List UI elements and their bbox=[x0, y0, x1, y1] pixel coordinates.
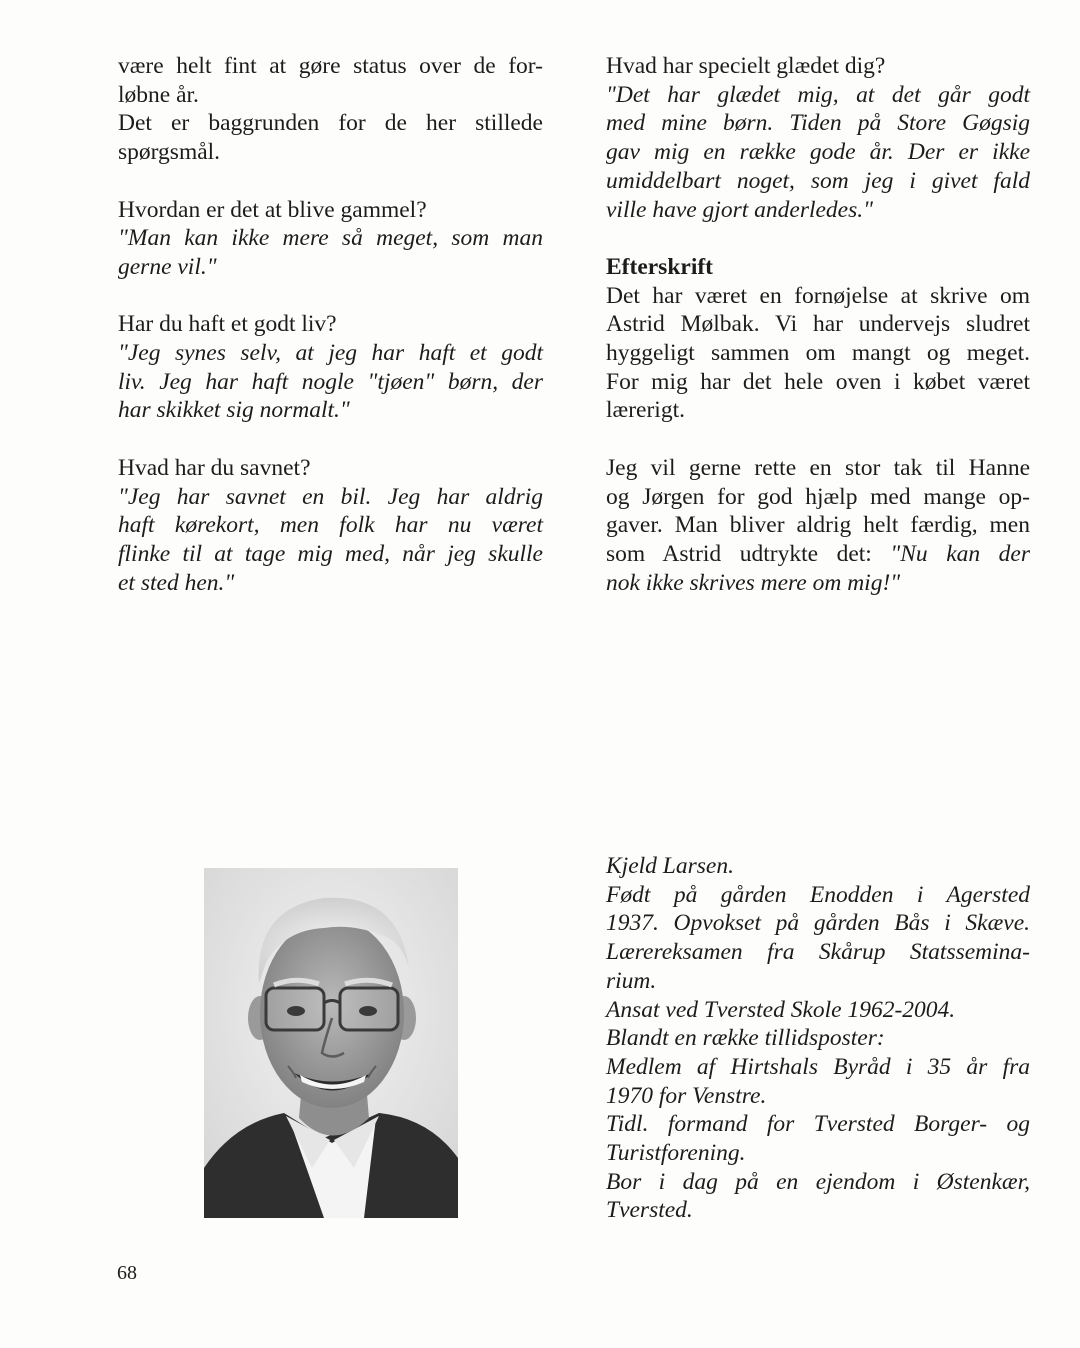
text-line: For mig har det hele oven i købet været bbox=[606, 368, 1030, 395]
text-line: Astrid Mølbak. Vi har undervejs sludret bbox=[606, 311, 1030, 338]
answer-line: har skikket sig normalt." bbox=[118, 397, 350, 424]
bio-line: 1970 for Venstre. bbox=[606, 1082, 767, 1109]
intro-paragraph bbox=[118, 52, 543, 167]
text-line: Jeg vil gerne rette en stor tak til Hanne bbox=[606, 454, 1030, 481]
text-line: løbne år. bbox=[118, 81, 199, 108]
text-line: hyggeligt sammen om mangt og meget. bbox=[606, 340, 1030, 367]
answer-line: "Det har glædet mig, at det går godt bbox=[606, 81, 1030, 108]
answer-line: "Man kan ikke mere så meget, som man bbox=[118, 225, 543, 252]
answer-line: et sted hen." bbox=[118, 569, 235, 596]
section-heading: Efterskrift bbox=[606, 253, 714, 280]
bio-line: Turistforening. bbox=[606, 1140, 746, 1167]
text-line: spørgsmål. bbox=[118, 139, 221, 166]
text-line: lærerigt. bbox=[606, 397, 685, 424]
question: Hvad har specielt glædet dig? bbox=[606, 53, 886, 79]
afterword-section bbox=[606, 253, 1030, 425]
answer-line: gav mig en række gode år. Der er ikke bbox=[606, 139, 1030, 166]
quote-intro: som Astrid udtrykte det: bbox=[606, 540, 891, 567]
answer-line: ville have gjort anderledes." bbox=[606, 196, 873, 223]
qa-block bbox=[118, 196, 543, 282]
qa-block bbox=[118, 310, 543, 425]
text-line: Det har været en fornøjelse at skrive om bbox=[606, 282, 1030, 309]
text-line: og Jørgen for god hjælp med mange op- bbox=[606, 483, 1030, 510]
page-number: 68 bbox=[117, 1262, 137, 1284]
text-line: gaver. Man bliver aldrig helt færdig, men bbox=[606, 512, 1030, 539]
text-line: Det er baggrunden for de her stillede bbox=[118, 110, 543, 137]
answer-line: med mine børn. Tiden på Store Gøgsig bbox=[606, 110, 1030, 137]
left-column bbox=[118, 52, 543, 597]
answer-line: haft kørekort, men folk har nu været bbox=[118, 512, 543, 539]
answer-line: flinke til at tage mig med, når jeg skulle bbox=[118, 540, 543, 567]
question: Hvordan er det at blive gammel? bbox=[118, 196, 427, 223]
author-bio bbox=[606, 852, 1030, 1225]
answer-line: gerne vil." bbox=[118, 253, 217, 280]
bio-line: Medlem af Hirtshals Byråd i 35 år fra bbox=[606, 1053, 1030, 1080]
bio-line: rium. bbox=[606, 967, 657, 994]
bio-line: Bor i dag på en ejendom i Østenkær, bbox=[606, 1168, 1030, 1195]
portrait-illustration bbox=[204, 868, 458, 1218]
right-column bbox=[606, 52, 1030, 597]
bio-line: Født på gården Enodden i Agersted bbox=[606, 881, 1030, 908]
bio-line: Tversted. bbox=[606, 1197, 693, 1224]
portrait-photo bbox=[204, 868, 458, 1218]
answer-line: "Jeg synes selv, at jeg har haft et godt bbox=[118, 340, 543, 366]
quote-end: nok ikke skrives mere om mig!" bbox=[606, 569, 901, 596]
thanks-paragraph bbox=[606, 454, 1030, 598]
bio-line: Kjeld Larsen. bbox=[606, 853, 734, 879]
bio-line: Ansat ved Tversted Skole 1962-2004. bbox=[606, 996, 956, 1023]
qa-block bbox=[606, 52, 1030, 224]
answer-line: "Jeg har savnet en bil. Jeg har aldrig bbox=[118, 483, 543, 510]
quote-start: "Nu kan der bbox=[890, 540, 1030, 567]
answer-line: liv. Jeg har haft nogle "tjøen" børn, der bbox=[118, 368, 543, 395]
qa-block bbox=[118, 454, 543, 598]
answer-line: umiddelbart noget, som jeg i givet fald bbox=[606, 167, 1030, 194]
text-line-mixed bbox=[606, 540, 1030, 569]
question: Har du haft et godt liv? bbox=[118, 311, 337, 338]
bio-line: Tidl. formand for Tversted Borger- og bbox=[606, 1111, 1030, 1138]
question: Hvad har du savnet? bbox=[118, 454, 311, 481]
bio-line: 1937. Opvokset på gården Bås i Skæve. bbox=[606, 910, 1030, 937]
bio-line: Lærereksamen fra Skårup Statssemina- bbox=[606, 939, 1030, 966]
text-line: være helt fint at gøre status over de for- bbox=[118, 53, 543, 79]
bio-line: Blandt en række tillidsposter: bbox=[606, 1025, 885, 1052]
